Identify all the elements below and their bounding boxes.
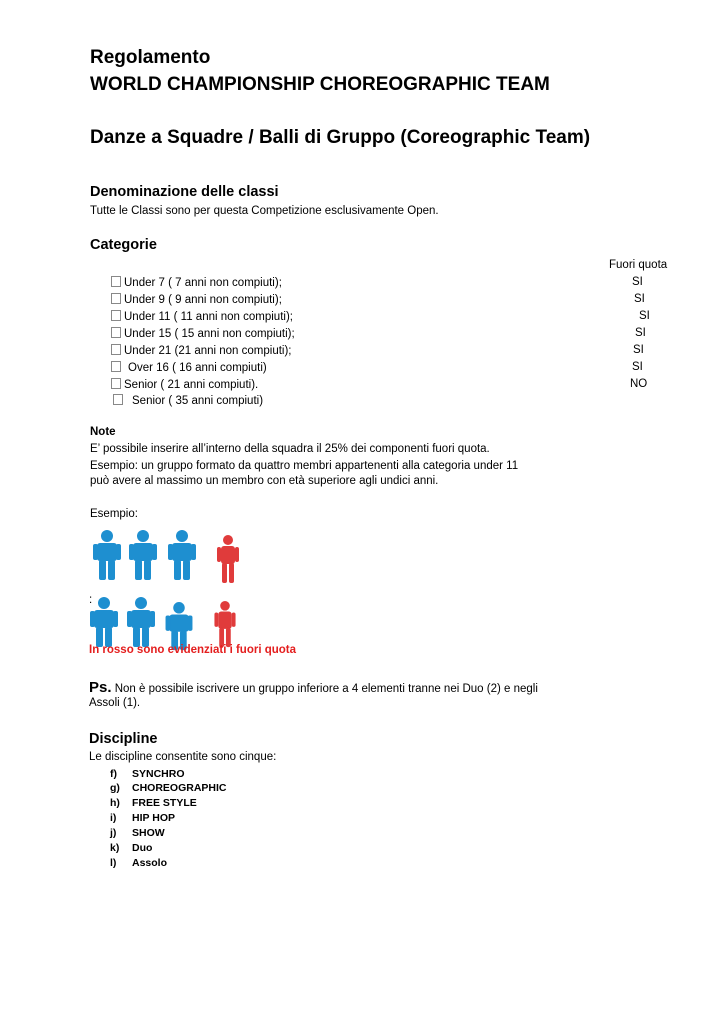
disciplines-intro: Le discipline consentite sono cinque: [89,751,277,763]
person-icon-blue [127,597,155,649]
person-icon-blue [168,530,196,582]
person-icon-blue [93,530,121,582]
category-value: SI [632,276,643,288]
category-value: NO [630,378,648,390]
checkbox-icon [111,344,121,355]
category-item: Senior ( 35 anni compiuti) [113,394,263,407]
note-line-2: Esempio: un gruppo formato da quattro membri appartenenti alla categoria under 11 [90,460,519,472]
title-regolamento: Regolamento [90,47,211,68]
discipline-name: Duo [132,842,153,854]
classes-text: Tutte le Classi sono per questa Competizione esclusivamente Open. [90,205,439,217]
discipline-name: CHOREOGRAPHIC [132,782,227,794]
discipline-letter: i) [110,812,117,824]
checkbox-icon [111,276,121,287]
category-value: SI [634,293,645,305]
checkbox-icon [111,310,121,321]
note-heading: Note [90,426,116,438]
checkbox-icon [111,361,121,372]
discipline-name: Assolo [132,857,168,869]
discipline-letter: g) [110,782,120,794]
title-championship: WORLD CHAMPIONSHIP CHOREOGRAPHIC TEAM [90,74,550,95]
example-colon: : [89,594,93,606]
example-caption: In rosso sono evidenziati i fuori quota [89,644,297,656]
category-value: SI [633,344,644,356]
category-item: Under 9 ( 9 anni non compiuti); [111,293,282,306]
category-item: Under 21 (21 anni non compiuti); [111,344,292,357]
checkbox-icon [111,378,121,389]
title-danze: Danze a Squadre / Balli di Gruppo (Coreographic Team) [90,127,591,148]
heading-categories: Categorie [90,237,157,253]
heading-disciplines: Discipline [89,731,158,747]
discipline-name: SHOW [132,827,165,839]
category-item: Senior ( 21 anni compiuti). [111,378,258,391]
discipline-letter: j) [110,827,117,839]
ps-line-1: Ps. Non è possibile iscrivere un gruppo inferiore a 4 elementi tranne nei Duo (2) e negli [89,679,538,696]
category-value: SI [639,310,650,322]
checkbox-icon [111,327,121,338]
checkbox-icon [111,293,121,304]
discipline-name: FREE STYLE [132,797,197,809]
ps-line-2: Assoli (1). [89,697,141,709]
person-icon-red [217,535,239,585]
discipline-letter: l) [110,857,117,869]
fuori-quota-header: Fuori quota [609,259,668,271]
heading-classes: Denominazione delle classi [90,184,279,200]
example-label: Esempio: [90,508,138,520]
category-item: Over 16 ( 16 anni compiuti) [111,361,267,374]
category-item: Under 11 ( 11 anni non compiuti); [111,310,293,323]
person-icon-red [213,601,237,649]
checkbox-icon [113,394,123,405]
note-line-3: può avere al massimo un membro con età superiore agli undici anni. [90,475,439,487]
discipline-letter: h) [110,797,120,809]
category-value: SI [635,327,646,339]
note-line-1: E’ possibile inserire all’interno della squadra il 25% dei componenti fuori quota. [90,443,490,455]
discipline-letter: f) [110,768,117,780]
category-item: Under 15 ( 15 anni non compiuti); [111,327,295,340]
discipline-name: SYNCHRO [132,768,185,780]
person-icon-blue [129,530,157,582]
category-item: Under 7 ( 7 anni non compiuti); [111,276,282,289]
person-icon-blue [90,597,118,649]
discipline-letter: k) [110,842,120,854]
discipline-name: HIP HOP [132,812,175,824]
category-value: SI [632,361,643,373]
